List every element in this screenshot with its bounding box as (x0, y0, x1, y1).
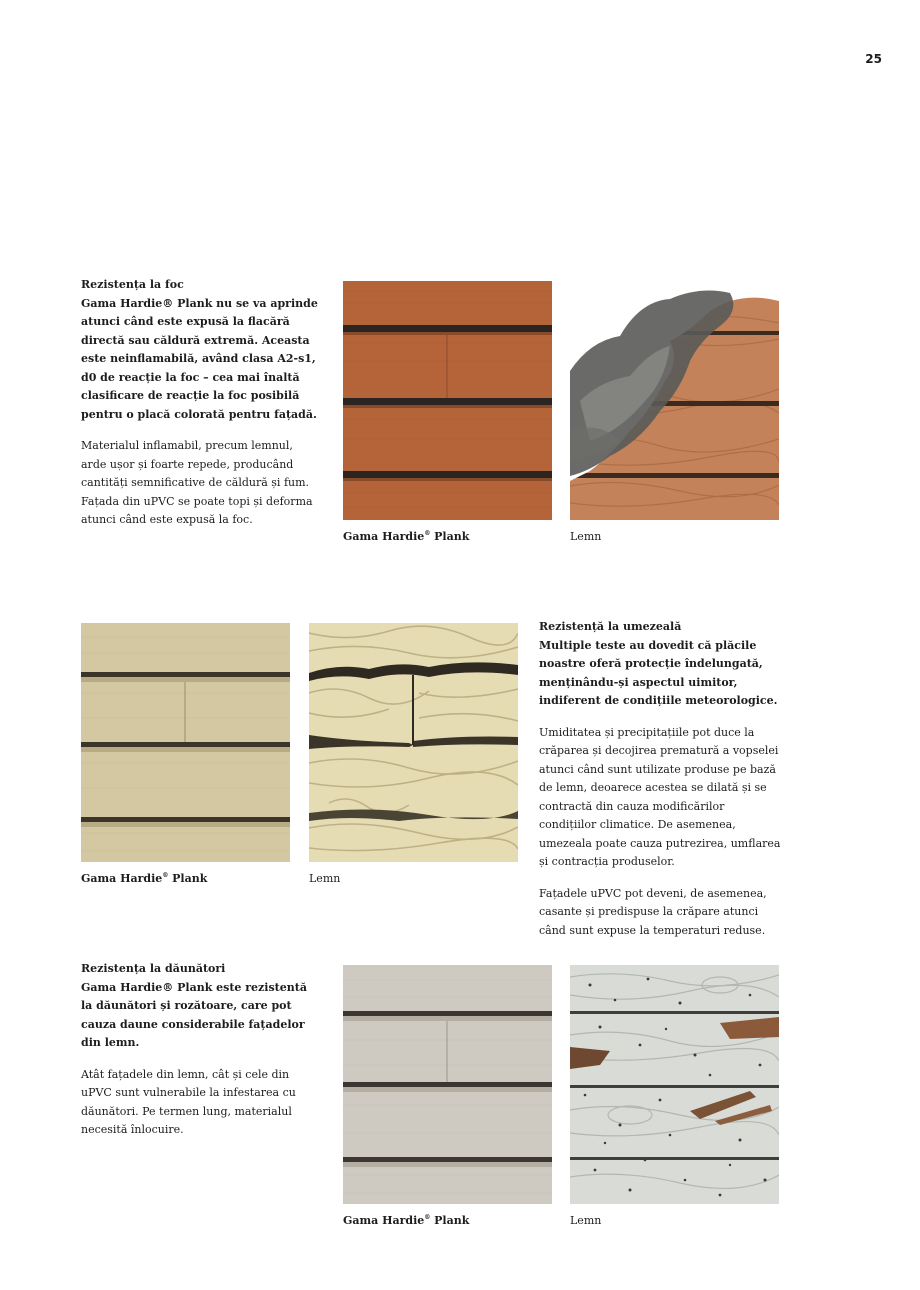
moisture-caption-wood: Lemn (309, 872, 341, 885)
pests-body: Atât fațadele din lemn, cât și cele din uPVC sunt vulnerabile la infestarea cu dăunători. Pe termen lung, materialul necesită înlocuire. (81, 1067, 296, 1136)
fire-wood-image (570, 281, 779, 520)
fire-hardie-plank-image (343, 281, 552, 520)
fire-caption-wood: Lemn (570, 530, 602, 543)
moisture-caption-hardie: Gama Hardie® Plank (81, 872, 208, 885)
pests-caption-wood: Lemn (570, 1214, 602, 1227)
pests-title: Rezistența la dăunători (81, 962, 226, 975)
moisture-body-1: Umiditatea și precipitațiile pot duce la crăparea și decojirea prematură a vopselei atunci când sunt utilizate produse pe bază de lemn, deoarece acestea se dilată și se contractă din cauza modificărilor condițiilor climatice. De asemenea, umezeala poate cauza putrezirea, umflarea și contracția produselor. (539, 725, 781, 868)
page-number: 25 (865, 52, 882, 66)
fire-title: Rezistența la foc (81, 278, 184, 291)
pests-lead: Gama Hardie® Plank este rezistentă la dăunători și rozătoare, care pot cauza daune considerabile fațadelor din lemn. (81, 980, 307, 1049)
pests-wood-image (570, 965, 779, 1204)
pests-caption-hardie: Gama Hardie® Plank (343, 1214, 470, 1227)
fire-lead: Gama Hardie® Plank nu se va aprinde atunci când este expusă la flacără directă sau căldură extremă. Aceasta este neinflamabilă, având clasa A2-s1, d0 de reacție la foc – cea mai înaltă clasificare de reacție la foc posibilă pentru o placă colorată pentru fațadă. (81, 296, 318, 421)
fire-text-block (81, 276, 321, 543)
moisture-text-block (539, 618, 784, 953)
moisture-title: Rezistență la umezeală (539, 620, 682, 633)
pests-text-block (81, 960, 321, 1153)
pests-hardie-plank-image (343, 965, 552, 1204)
moisture-hardie-plank-image (81, 623, 290, 862)
fire-caption-hardie: Gama Hardie® Plank (343, 530, 470, 543)
moisture-body-2: Fațadele uPVC pot deveni, de asemenea, casante și predispuse la crăpare atunci când sunt expuse la temperaturi reduse. (539, 886, 767, 937)
moisture-lead: Multiple teste au dovedit că plăcile noastre oferă protecție îndelungată, menținându-și aspectul uimitor, indiferent de condițiile meteorologice. (539, 638, 778, 707)
moisture-wood-image (309, 623, 518, 862)
fire-body: Materialul inflamabil, precum lemnul, arde ușor și foarte repede, producând cantități semnificative de căldură și fum. Fațada din uPVC se poate topi și deforma atunci când este expusă la foc. (81, 439, 313, 526)
